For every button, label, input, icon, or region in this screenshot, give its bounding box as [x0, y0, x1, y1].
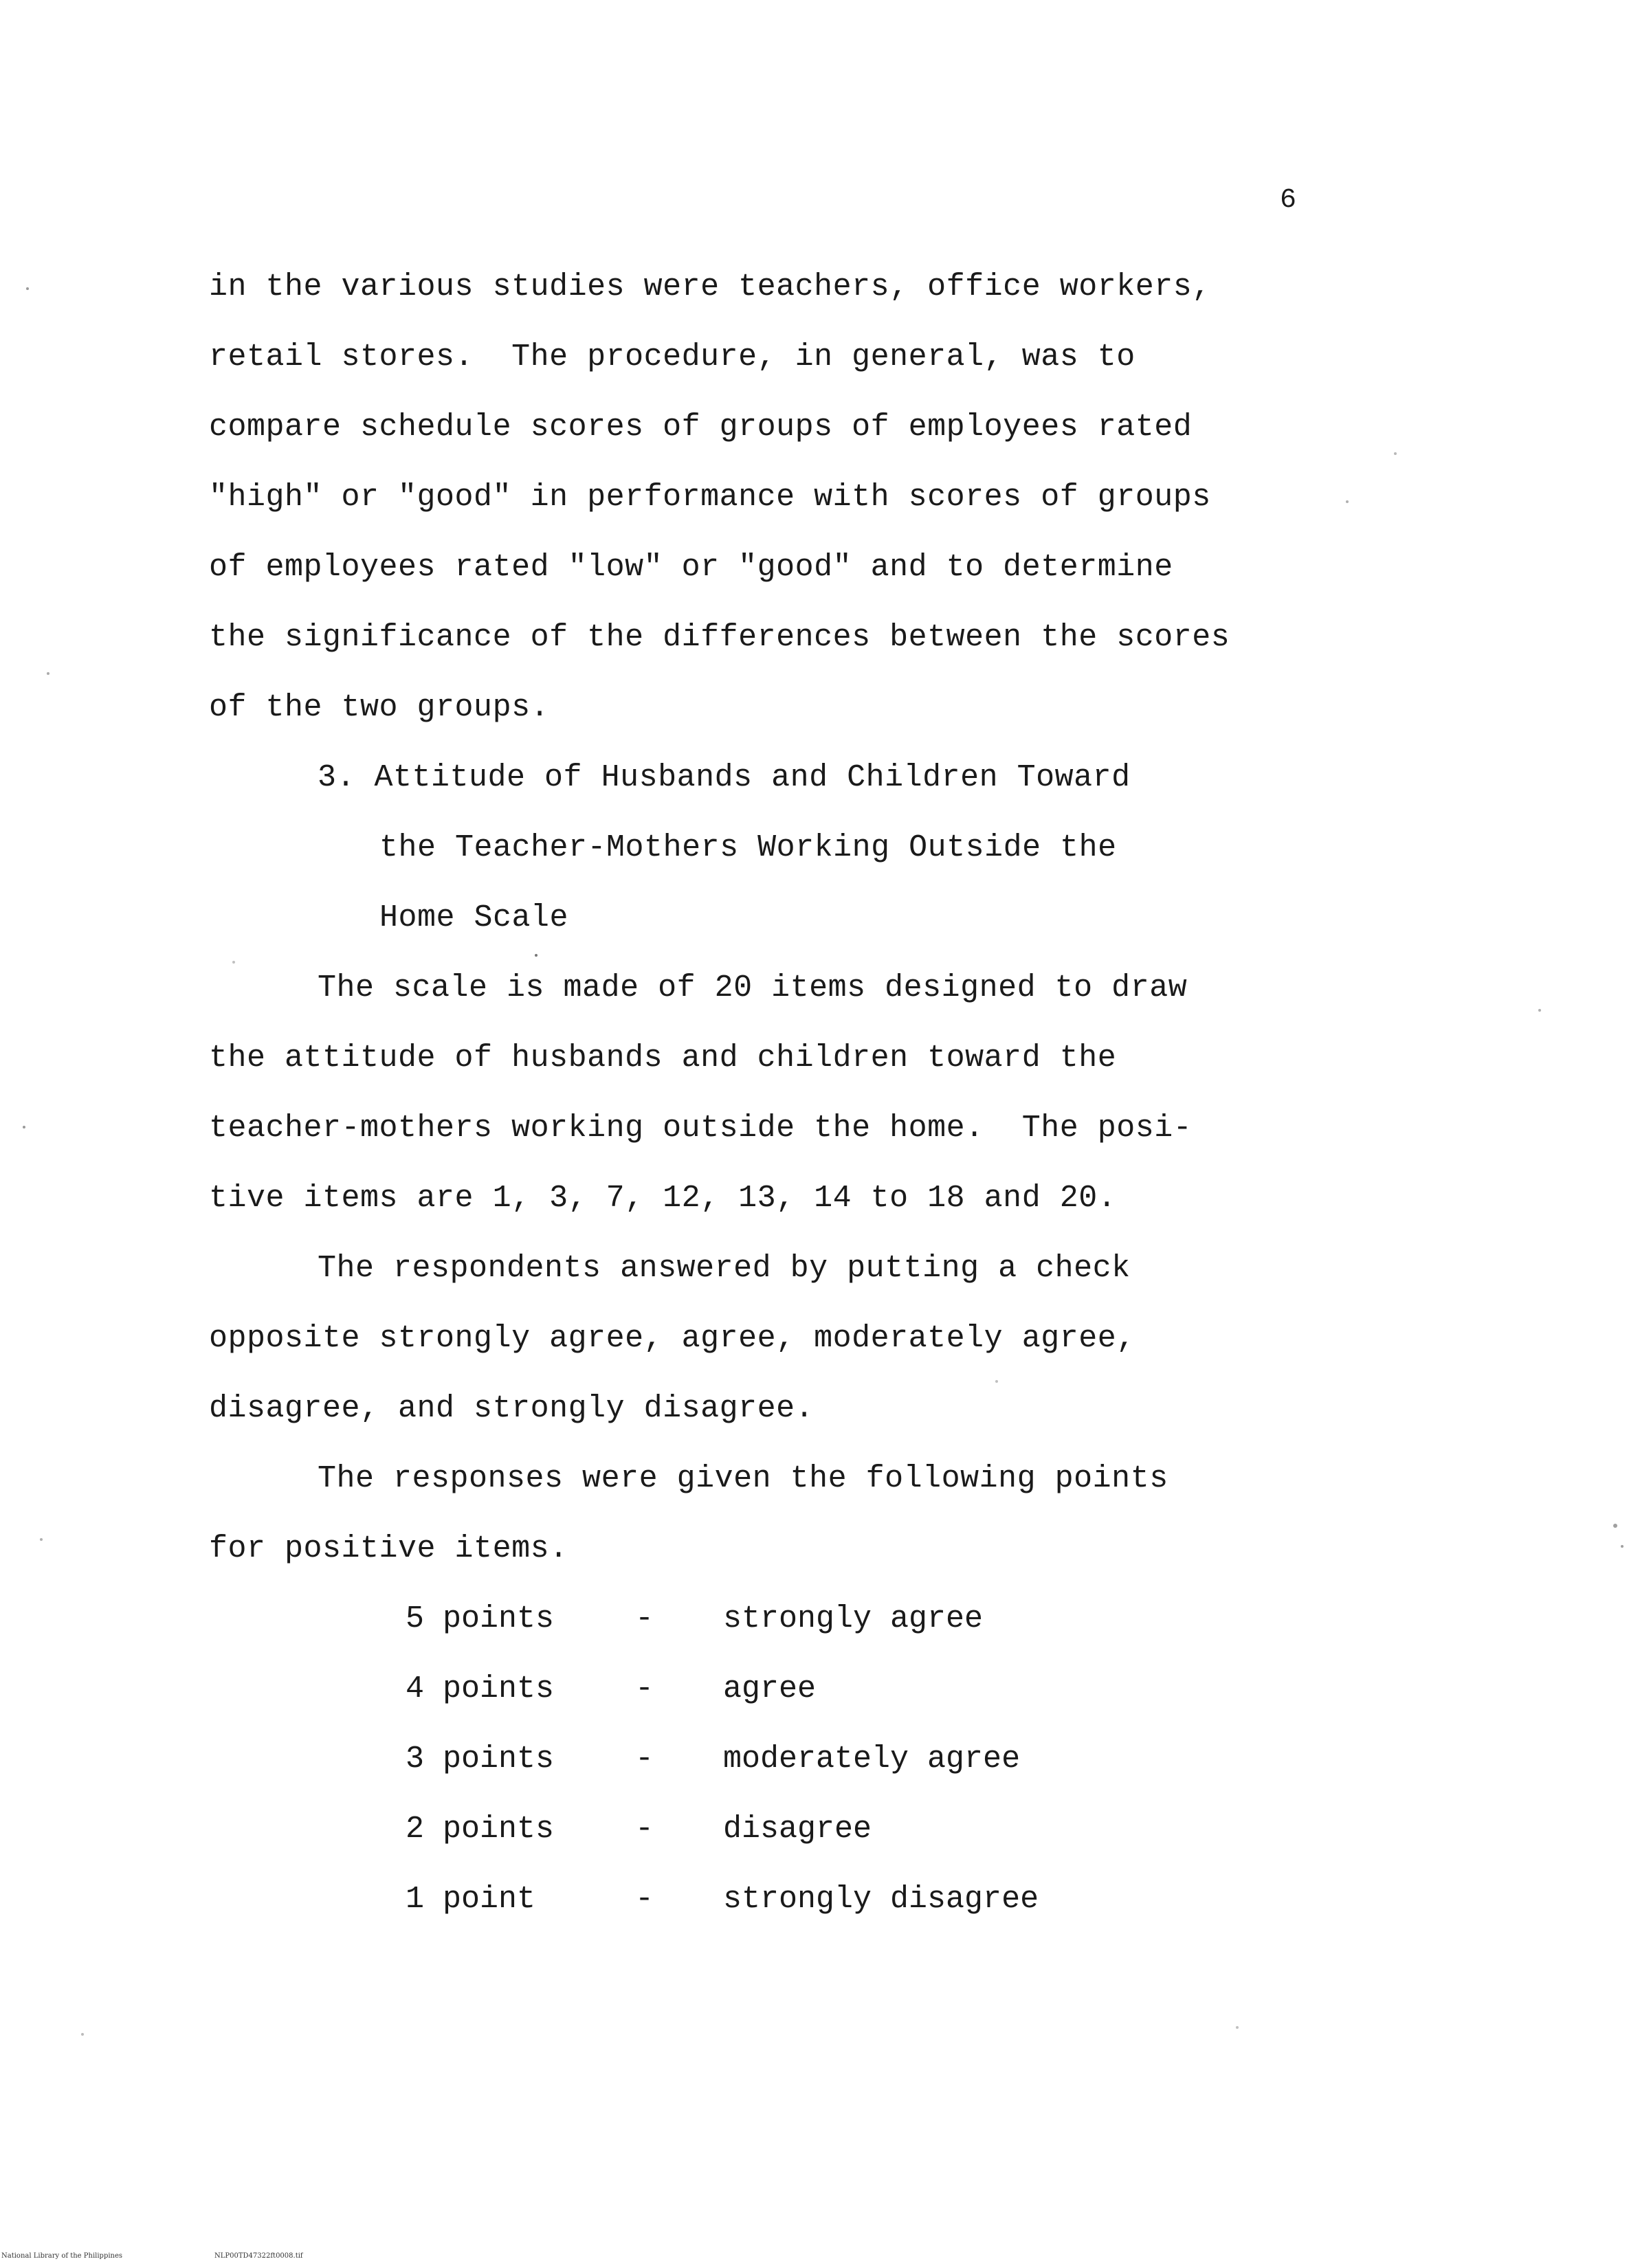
paragraph-1-line: retail stores. The procedure, in general, was to — [209, 340, 1135, 375]
points-value: 4 points — [406, 1671, 555, 1706]
points-value: 5 points — [406, 1601, 555, 1636]
section-heading-line: 3. Attitude of Husbands and Children Toward — [318, 760, 1131, 795]
points-label: strongly agree — [723, 1601, 984, 1636]
paragraph-1-line: in the various studies were teachers, office workers, — [209, 269, 1211, 304]
points-dash: - — [635, 1742, 654, 1777]
points-value: 1 point — [406, 1882, 536, 1917]
points-dash: - — [635, 1882, 654, 1917]
paragraph-2-line: tive items are 1, 3, 7, 12, 13, 14 to 18 and 20. — [209, 1181, 1117, 1216]
paragraph-2-line: The scale is made of 20 items designed to draw — [318, 970, 1188, 1005]
paragraph-1-line: "high" or "good" in performance with scores of groups — [209, 480, 1211, 515]
points-label: disagree — [723, 1812, 872, 1847]
paragraph-3-line: The respondents answered by putting a check — [318, 1251, 1131, 1286]
paragraph-1-line: the significance of the differences between the scores — [209, 620, 1230, 655]
paragraph-2-line: the attitude of husbands and children toward the — [209, 1041, 1117, 1076]
footer-file-name: NLP00TD47322ft0008.tif — [214, 2252, 303, 2260]
points-dash: - — [635, 1812, 654, 1847]
page-number: 6 — [1280, 185, 1297, 216]
points-label: strongly disagree — [723, 1882, 1039, 1917]
paragraph-3-line: disagree, and strongly disagree. — [209, 1391, 815, 1426]
footer-library-name: National Library of the Philippines — [1, 2252, 123, 2260]
points-value: 2 points — [406, 1812, 555, 1847]
paragraph-1-line: of employees rated "low" or "good" and to determine — [209, 550, 1173, 585]
section-heading-line: the Teacher-Mothers Working Outside the — [379, 830, 1117, 865]
paragraph-2-line: teacher-mothers working outside the home. The posi- — [209, 1111, 1193, 1146]
paragraph-4-line: The responses were given the following points — [318, 1461, 1168, 1496]
points-dash: - — [635, 1671, 654, 1706]
paragraph-1-line: compare schedule scores of groups of employees rated — [209, 410, 1193, 445]
paragraph-4-line: for positive items. — [209, 1531, 568, 1566]
points-scale-row — [406, 1879, 1039, 2085]
points-dash: - — [635, 1601, 654, 1636]
points-label: agree — [723, 1671, 817, 1706]
section-heading-line: Home Scale — [379, 900, 569, 935]
paragraph-1-line: of the two groups. — [209, 690, 550, 725]
points-label: moderately agree — [723, 1742, 1021, 1777]
points-value: 3 points — [406, 1742, 555, 1777]
paragraph-3-line: opposite strongly agree, agree, moderately agree, — [209, 1321, 1135, 1356]
